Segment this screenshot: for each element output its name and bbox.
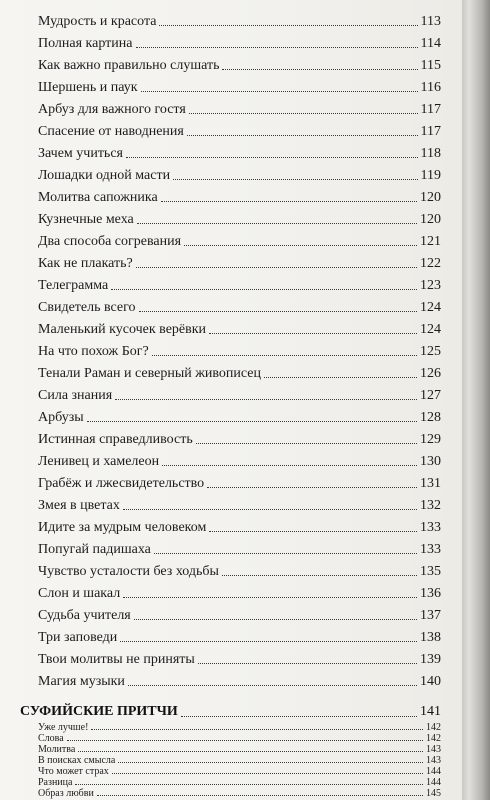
dot-leader [115,399,417,400]
toc-entry [38,766,441,777]
toc-entry [38,494,441,513]
toc-entry-page: 130 [420,454,441,469]
toc-entry [38,186,441,205]
toc-entry-title: Идите за мудрым человеком [38,520,207,535]
toc-entry-page: 116 [420,80,441,95]
toc-entry-page: 119 [420,168,441,183]
toc-entry [38,384,441,403]
dot-leader [136,47,418,48]
toc-entry-page: 142 [426,733,441,744]
dot-leader [118,762,423,763]
toc-entry-page: 126 [420,366,441,381]
toc-entry-page: 118 [420,146,441,161]
toc-entry-title: Спасение от наводнения [38,124,184,139]
toc-entry-title: Змея в цветах [38,498,120,513]
toc-entry-page: 132 [420,498,441,513]
toc-entry [38,142,441,161]
toc-entry-page: 115 [420,58,441,73]
toc-entry-page: 143 [426,755,441,766]
toc-entry [38,777,441,788]
toc-entry-page: 136 [420,586,441,601]
dot-leader [111,289,417,290]
toc-entry-title: Как важно правильно слушать [38,58,220,73]
toc-entry [38,648,441,667]
dot-leader [264,377,417,378]
toc-entry-title: Что может страх [38,766,109,777]
toc-entry [38,164,441,183]
toc-entry-title: Маленький кусочек верёвки [38,322,207,337]
toc-entry-title: На что похож Бог? [38,344,149,359]
toc-entry-title: Разница [38,777,73,788]
dot-leader [128,685,417,686]
dot-leader [126,157,418,158]
toc-entry-page: 140 [420,674,441,689]
toc-entry [38,538,441,557]
dot-leader [161,201,417,202]
toc-entry-title: Тенали Раман и северный живописец [38,366,261,381]
toc-entry-title: Лошадки одной масти [38,168,171,183]
dot-leader [136,267,417,268]
dot-leader [78,751,423,752]
toc-entry-page: 124 [420,322,441,337]
toc-entry-page: 129 [420,432,441,447]
dot-leader [120,641,417,642]
toc-entry [38,54,441,73]
dot-leader [137,223,417,224]
toc-entry-title: Кузнечные меха [38,212,134,227]
toc-entry-page: 128 [420,410,441,425]
toc-entry [38,32,441,51]
toc-entry-page: 131 [420,476,441,491]
toc-entry [38,755,441,766]
dot-leader [222,575,417,576]
dot-leader [154,553,417,554]
dot-leader [209,531,417,532]
toc-entry-title: Молитва сапожника [38,190,158,205]
toc-entry [38,10,441,29]
dot-leader [196,443,417,444]
dot-leader [134,619,417,620]
toc-entry-page: 133 [420,520,441,535]
section-title: СУФИЙСКИЕ ПРИТЧИ [20,704,178,719]
toc-entry-page: 114 [420,36,441,51]
dot-leader [75,784,423,785]
toc-entry-page: 122 [420,256,441,271]
toc-entry-title: Зачем учиться [38,146,123,161]
toc-entry [38,208,441,227]
toc-entry [38,274,441,293]
toc-entry-page: 137 [420,608,441,623]
toc-entry-title: Истинная справедливость [38,432,193,447]
toc-entry-title: Сила знания [38,388,113,403]
dot-leader [173,179,417,180]
toc-entry [38,560,441,579]
toc-entry-title: Грабёж и лжесвидетельство [38,476,205,491]
toc-entry-title: Телеграмма [38,278,109,293]
toc-entry-page: 117 [420,124,441,139]
dot-leader [139,311,417,312]
toc-entry [38,733,441,744]
dot-leader [198,663,417,664]
dot-leader [189,113,418,114]
toc-entry [38,670,441,689]
dot-leader [222,69,417,70]
toc-entry-page: 120 [420,190,441,205]
toc-entry-page: 142 [426,722,441,733]
toc-entry-title: Судьба учителя [38,608,131,623]
toc-entry-title: Чувство усталости без ходьбы [38,564,219,579]
dot-leader [87,421,417,422]
toc-entry-title: Слон и шакал [38,586,121,601]
toc-entry-title: Мудрость и красота [38,14,157,29]
section-page: 141 [420,704,441,719]
toc-entry-page: 143 [426,744,441,755]
toc-entry-title: Арбузы [38,410,84,425]
dot-leader [112,773,423,774]
toc-entry-title: Как не плакать? [38,256,133,271]
toc-entry [38,450,441,469]
toc-entry-title: Уже лучше! [38,722,89,733]
page-edge [462,0,490,800]
dot-leader [67,740,423,741]
toc-entry [38,582,441,601]
dot-leader [187,135,418,136]
dot-leader [184,245,417,246]
toc-entry-title: Три заповеди [38,630,118,645]
toc-entry-title: Шершень и паук [38,80,138,95]
toc-entry-page: 120 [420,212,441,227]
dot-leader [97,795,423,796]
toc-entry [38,472,441,491]
dot-leader [123,597,417,598]
toc-entry-page: 145 [426,788,441,799]
toc-entry [38,788,441,799]
toc-entry-page: 123 [420,278,441,293]
dot-leader [159,25,417,26]
toc-entry-page: 139 [420,652,441,667]
toc-entry-page: 127 [420,388,441,403]
toc-entry [38,76,441,95]
toc-entry-page: 133 [420,542,441,557]
toc-entry-page: 117 [420,102,441,117]
toc-entry [38,318,441,337]
toc-entry [38,516,441,535]
toc-entry-page: 135 [420,564,441,579]
toc-entry [38,604,441,623]
toc-entry [38,230,441,249]
toc-entry-title: Твои молитвы не приняты [38,652,195,667]
toc-entry [38,626,441,645]
toc-section-heading [20,700,441,720]
toc-entry-title: Ленивец и хамелеон [38,454,160,469]
toc-entry-title: Свидетель всего [38,300,136,315]
toc-entry [38,340,441,359]
dot-leader [141,91,418,92]
toc-entry-page: 124 [420,300,441,315]
dot-leader [123,509,417,510]
toc-entry [38,362,441,381]
toc-entry-page: 144 [426,766,441,777]
toc-entry-title: Два способа согревания [38,234,182,249]
toc-entry [38,428,441,447]
toc-entry-title: Образ любви [38,788,94,799]
toc-entry [38,722,441,733]
toc-entry-page: 125 [420,344,441,359]
toc-entry [38,98,441,117]
toc-entry-title: Полная картина [38,36,133,51]
toc-entry [38,406,441,425]
dot-leader [181,716,417,717]
toc-entry-title: Слова [38,733,64,744]
dot-leader [152,355,417,356]
dot-leader [209,333,417,334]
toc-entry-page: 121 [420,234,441,249]
dot-leader [91,729,423,730]
toc-entry-page: 138 [420,630,441,645]
dot-leader [162,465,417,466]
toc-entry [38,744,441,755]
toc-entry-page: 144 [426,777,441,788]
toc-entry-title: Магия музыки [38,674,125,689]
toc-entry-title: Молитва [38,744,76,755]
toc-entry [38,252,441,271]
toc-entry [38,296,441,315]
toc-entry-title: Попугай падишаха [38,542,151,557]
dot-leader [207,487,417,488]
toc-entry-page: 113 [420,14,441,29]
toc-entry-title: В поисках смысла [38,755,116,766]
toc-entry-title: Арбуз для важного гостя [38,102,186,117]
toc-entry [38,120,441,139]
